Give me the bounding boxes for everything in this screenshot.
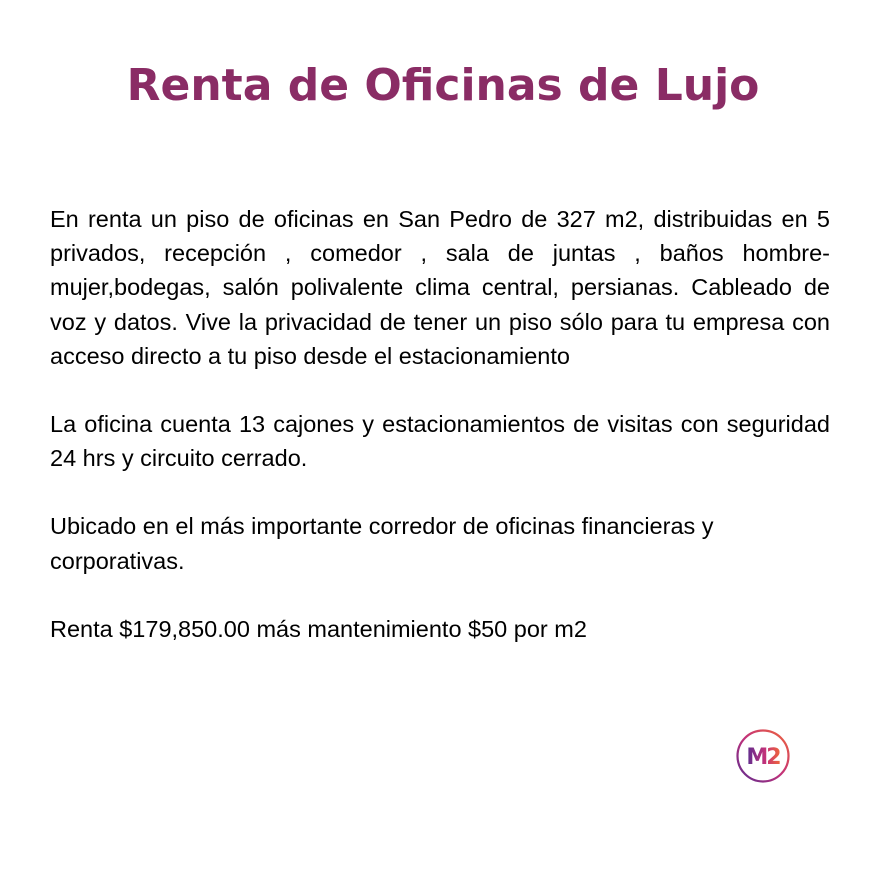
listing-description: [50, 202, 830, 680]
parking-paragraph: La oficina cuenta 13 cajones y estacionamientos de visitas con seguridad 24 hrs y circuito cerrado.: [50, 411, 830, 472]
logo-text: M2: [746, 745, 780, 770]
m2-logo: [735, 728, 791, 784]
page-title: Renta de Oficinas de Lujo: [126, 60, 760, 111]
location-paragraph: Ubicado en el más importante corredor de oficinas financieras y corporativas.: [50, 513, 714, 574]
description-paragraph: En renta un piso de oficinas en San Pedro de 327 m2, distribuidas en 5 privados, recepción , comedor , sala de juntas , baños hombre-mujer,bodegas, salón polivalente clima central, persianas. Cableado de voz y datos. Vive la privacidad de tener un piso sólo para tu empresa con acceso directo a tu piso desde el estacionamiento: [50, 206, 830, 369]
price-paragraph: Renta $179,850.00 más mantenimiento $50 por m2: [50, 615, 587, 642]
